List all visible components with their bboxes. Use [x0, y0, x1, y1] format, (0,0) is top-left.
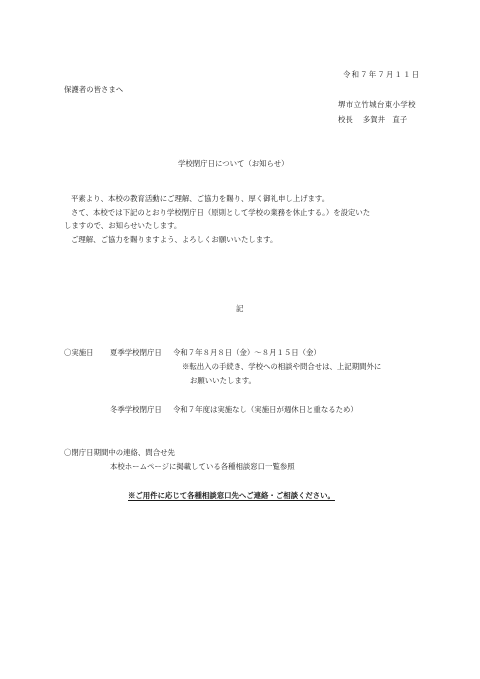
- letter-date: 令和７年７月１１日: [343, 70, 421, 79]
- contact-text: 本校ホームページに掲載している各種相談窓口一覧参照: [110, 462, 295, 471]
- closing-note: ※ご用件に応じて各種相談窓口先へご連絡・ご相談ください。: [128, 491, 335, 500]
- winter-closure-text: 令和７年度は実施なし（実施日が週休日と重なるため）: [173, 405, 358, 414]
- greeting-paragraph: 平素より、本校の教育活動にご理解、ご協力を賜り、厚く御礼申し上げます。: [71, 194, 330, 203]
- announcement-line-2: しますので、お知らせいたします。: [64, 221, 182, 230]
- announcement-line-1: さて、本校では下記のとおり学校閉庁日（原則として学校の業務を休止する。）を設定いた: [71, 208, 371, 217]
- principal-name: 多賀井 直子: [362, 115, 408, 124]
- summer-closure-dates: 令和７年８月８日（金）～８月１５日（金）: [173, 348, 321, 357]
- winter-closure-label: 冬季学校閉庁日: [110, 405, 162, 414]
- procedure-note-line-1: ※転出入の手続き、学校への相談や問合せは、上記期間外に: [182, 362, 382, 371]
- implementation-date-label: 〇実施日: [64, 348, 94, 357]
- summer-closure-label: 夏季学校閉庁日: [110, 348, 162, 357]
- principal-line: [338, 116, 407, 123]
- school-name: 堺市立竹城台東小学校: [338, 100, 416, 109]
- contact-heading: 〇閉庁日期間中の連絡、問合せ先: [64, 448, 175, 457]
- request-paragraph: ご理解、ご協力を賜りますよう、よろしくお願いいたします。: [71, 235, 278, 244]
- principal-title: 校長: [338, 115, 353, 124]
- procedure-note-line-2: お願いいたします。: [190, 376, 256, 385]
- addressee: 保護者の皆さまへ: [64, 85, 124, 94]
- document-title: 学校閉庁日について（お知らせ）: [178, 159, 289, 168]
- ki-heading: 記: [236, 304, 244, 313]
